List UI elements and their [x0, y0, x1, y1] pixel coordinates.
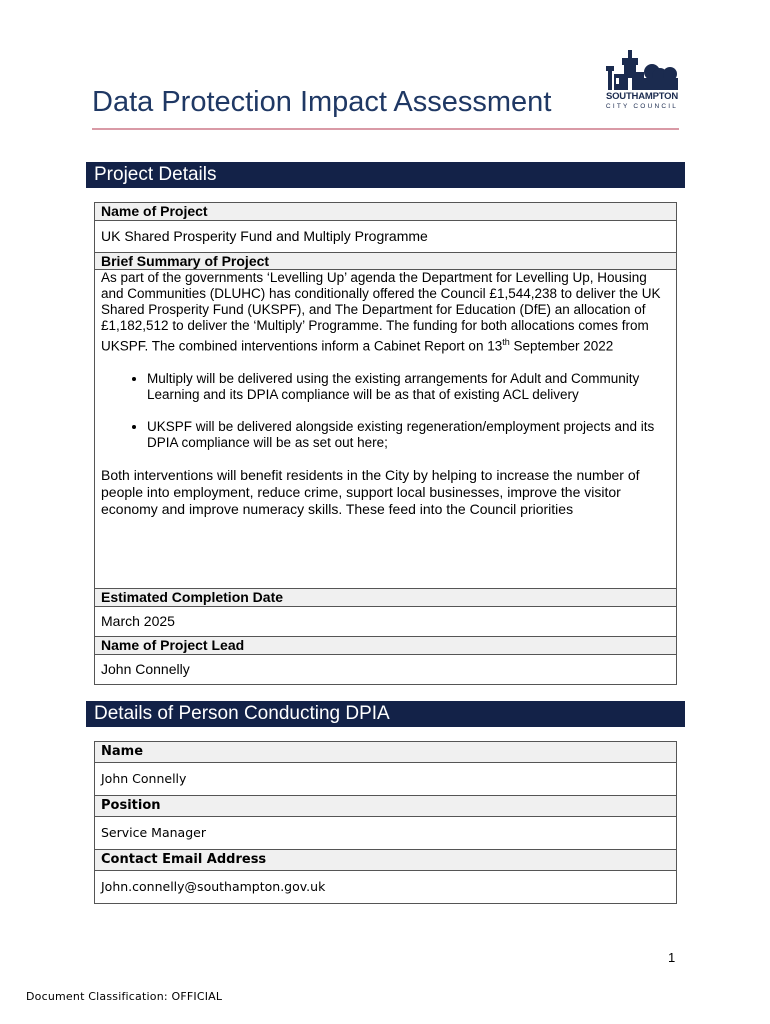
- project-summary-value: [95, 270, 677, 589]
- document-classification: Document Classification: OFFICIAL: [26, 990, 223, 1003]
- page-number: 1: [668, 950, 676, 965]
- section-heading-person-details: Details of Person Conducting DPIA: [86, 701, 685, 727]
- summary-intro: As part of the governments ‘Levelling Up’ agenda the Department for Levelling Up, Housing and Communities (DLUHC) has conditionally offered the Council £1,544,238 to deliver the UK Shared Prosperity Fund (UKSPF), and The Department for Education (DfE) an allocation of £1,182,512 to deliver the ‘Multiply’ Programme. The funding for both allocations comes from UKSPF. The combined interventions inform a Cabinet Report on 13th September 2022: [101, 270, 661, 354]
- completion-date-value: March 2025: [95, 607, 677, 637]
- completion-date-label: Estimated Completion Date: [95, 589, 677, 607]
- person-name-label: Name: [95, 742, 677, 763]
- person-position-value: Service Manager: [95, 817, 677, 850]
- person-email-value: John.connelly@southampton.gov.uk: [95, 871, 677, 904]
- list-item: • Multiply will be delivered using the existing arrangements for Adult and Community Learning and its DPIA compliance will be as that of existing ACL delivery: [147, 371, 670, 403]
- project-lead-value: John Connelly: [95, 655, 677, 685]
- logo-wordmark: SOUTHAMPTON: [605, 91, 679, 102]
- summary-closing: Both interventions will benefit residents in the City by helping to increase the number of people into employment, reduce crime, support local businesses, improve the visitor economy and improve numeracy skills. These feed into the Council priorities: [101, 466, 640, 517]
- project-name-label: Name of Project: [95, 203, 677, 221]
- person-details-table: [94, 741, 677, 904]
- logo-subtitle: CITY COUNCIL: [605, 103, 679, 110]
- person-name-value: John Connelly: [95, 763, 677, 796]
- list-item: • UKSPF will be delivered alongside existing regeneration/employment projects and its DPIA compliance will be as set out here;: [147, 419, 670, 451]
- project-summary-label: Brief Summary of Project: [95, 253, 677, 270]
- person-email-label: Contact Email Address: [95, 850, 677, 871]
- page-title: Data Protection Impact Assessment: [92, 86, 552, 118]
- project-name-value: UK Shared Prosperity Fund and Multiply Programme: [95, 221, 677, 253]
- person-position-label: Position: [95, 796, 677, 817]
- project-lead-label: Name of Project Lead: [95, 637, 677, 655]
- summary-bullet-list: [101, 371, 670, 451]
- section-heading-project-details: Project Details: [86, 162, 685, 188]
- project-details-table: [94, 202, 677, 685]
- title-divider: [92, 128, 679, 130]
